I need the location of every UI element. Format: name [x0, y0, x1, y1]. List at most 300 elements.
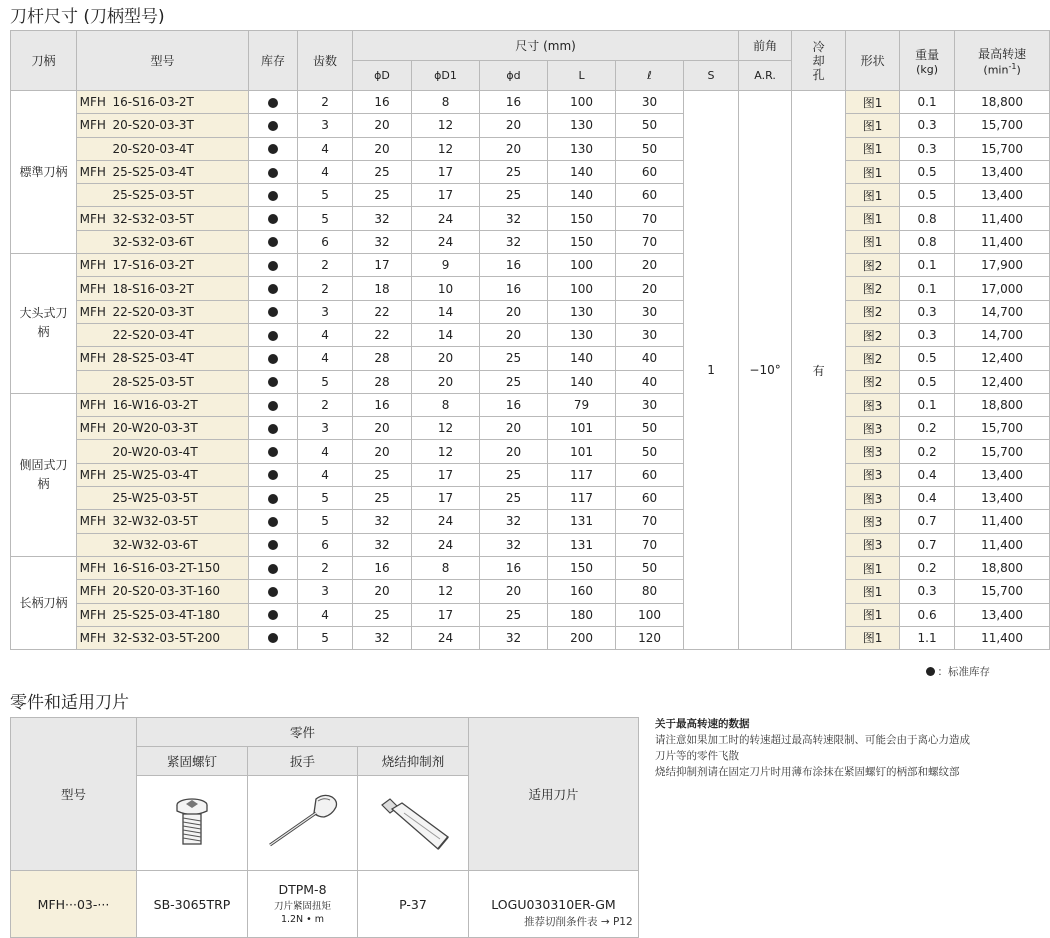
shape-cell: 图2 — [846, 300, 900, 323]
ell-cell: 60 — [616, 160, 684, 183]
table-row — [11, 160, 1050, 183]
group-label: 长柄刀柄 — [11, 556, 77, 649]
model-code: 25-S25-03-5T — [109, 184, 249, 207]
L-cell: 101 — [548, 440, 616, 463]
stock-cell — [249, 510, 298, 533]
header-shape: 形状 — [846, 31, 900, 91]
model-prefix — [77, 440, 109, 463]
coolant-value: 有 — [792, 91, 846, 650]
phid-cell: 32 — [480, 533, 548, 556]
ell-cell: 40 — [616, 370, 684, 393]
table-row — [11, 277, 1050, 300]
stock-cell — [249, 184, 298, 207]
L-cell: 130 — [548, 114, 616, 137]
phid-cell: 20 — [480, 137, 548, 160]
phid-cell: 20 — [480, 300, 548, 323]
weight-cell: 0.3 — [900, 114, 955, 137]
header-ar: A.R. — [739, 61, 792, 91]
phiD1-cell: 24 — [412, 510, 480, 533]
L-cell: 117 — [548, 463, 616, 486]
phid-cell: 32 — [480, 626, 548, 649]
stock-cell — [249, 603, 298, 626]
phiD1-cell: 24 — [412, 207, 480, 230]
parts-table — [10, 717, 639, 938]
weight-cell: 0.4 — [900, 487, 955, 510]
table-row — [11, 91, 1050, 114]
max-speed-cell: 11,400 — [955, 510, 1050, 533]
teeth-cell: 5 — [298, 487, 353, 510]
stock-cell — [249, 254, 298, 277]
ell-cell: 30 — [616, 393, 684, 416]
teeth-cell: 6 — [298, 533, 353, 556]
phiD-cell: 16 — [353, 91, 412, 114]
teeth-cell: 5 — [298, 370, 353, 393]
stock-dot-icon — [268, 354, 278, 364]
phiD-cell: 25 — [353, 487, 412, 510]
model-prefix: MFH — [77, 580, 109, 603]
model-prefix: MFH — [77, 114, 109, 137]
header-phid: ϕd — [480, 61, 548, 91]
table-row — [11, 556, 1050, 579]
shape-cell: 图1 — [846, 91, 900, 114]
model-prefix: MFH — [77, 626, 109, 649]
phid-cell: 25 — [480, 463, 548, 486]
model-prefix: MFH — [77, 91, 109, 114]
L-cell: 100 — [548, 277, 616, 300]
speed-notes-line2: 刀片等的零件飞散 — [655, 750, 739, 762]
table-row — [11, 137, 1050, 160]
phiD1-cell: 10 — [412, 277, 480, 300]
shape-cell: 图2 — [846, 254, 900, 277]
stock-dot-icon — [268, 168, 278, 178]
stock-dot-icon — [268, 447, 278, 457]
shape-cell: 图2 — [846, 370, 900, 393]
stock-dot-icon — [268, 401, 278, 411]
max-speed-cell: 18,800 — [955, 91, 1050, 114]
model-code: 16-S16-03-2T-150 — [109, 556, 249, 579]
teeth-cell: 4 — [298, 323, 353, 346]
weight-cell: 0.3 — [900, 580, 955, 603]
phiD-cell: 28 — [353, 347, 412, 370]
stock-dot-icon — [268, 424, 278, 434]
max-speed-cell: 13,400 — [955, 487, 1050, 510]
model-code: 20-W20-03-4T — [109, 440, 249, 463]
phid-cell: 25 — [480, 347, 548, 370]
phiD1-cell: 8 — [412, 91, 480, 114]
phiD1-cell: 17 — [412, 184, 480, 207]
max-speed-cell: 18,800 — [955, 393, 1050, 416]
tube-icon — [368, 791, 458, 853]
model-code: 32-S32-03-6T — [109, 230, 249, 253]
phiD-cell: 18 — [353, 277, 412, 300]
screw-icon — [172, 796, 212, 848]
screw-image-cell — [137, 776, 248, 871]
speed-notes — [655, 716, 995, 780]
model-code: 22-S20-03-4T — [109, 323, 249, 346]
teeth-cell: 6 — [298, 230, 353, 253]
max-speed-cell: 17,000 — [955, 277, 1050, 300]
L-cell: 150 — [548, 556, 616, 579]
table-row — [11, 440, 1050, 463]
model-prefix: MFH — [77, 393, 109, 416]
teeth-cell: 4 — [298, 463, 353, 486]
ell-cell: 20 — [616, 277, 684, 300]
model-prefix: MFH — [77, 254, 109, 277]
weight-cell: 0.1 — [900, 254, 955, 277]
L-cell: 140 — [548, 370, 616, 393]
stock-cell — [249, 533, 298, 556]
L-cell: 180 — [548, 603, 616, 626]
phid-cell: 20 — [480, 440, 548, 463]
stock-dot-icon — [268, 610, 278, 620]
teeth-cell: 3 — [298, 417, 353, 440]
model-code: 32-S32-03-5T — [109, 207, 249, 230]
teeth-cell: 4 — [298, 137, 353, 160]
header-rake: 前角 — [739, 31, 792, 61]
phid-cell: 16 — [480, 254, 548, 277]
header-dimensions: 尺寸 (mm) — [353, 31, 739, 61]
parts-header-model: 型号 — [11, 718, 137, 871]
table-row — [11, 417, 1050, 440]
ell-cell: 70 — [616, 533, 684, 556]
model-code: 18-S16-03-2T — [109, 277, 249, 300]
weight-cell: 0.8 — [900, 230, 955, 253]
phiD-cell: 32 — [353, 230, 412, 253]
shape-cell: 图3 — [846, 487, 900, 510]
stock-dot-icon — [268, 121, 278, 131]
shape-cell: 图1 — [846, 184, 900, 207]
L-cell: 130 — [548, 323, 616, 346]
stock-cell — [249, 114, 298, 137]
phiD-cell: 25 — [353, 184, 412, 207]
max-speed-cell: 14,700 — [955, 300, 1050, 323]
ell-cell: 50 — [616, 137, 684, 160]
phiD1-cell: 17 — [412, 603, 480, 626]
L-cell: 131 — [548, 510, 616, 533]
table-row — [11, 323, 1050, 346]
teeth-cell: 5 — [298, 184, 353, 207]
stock-cell — [249, 300, 298, 323]
max-speed-cell: 18,800 — [955, 556, 1050, 579]
stock-dot-icon — [926, 667, 935, 676]
weight-cell: 0.6 — [900, 603, 955, 626]
header-holder: 刀柄 — [11, 31, 77, 91]
table-row — [11, 393, 1050, 416]
ell-cell: 70 — [616, 510, 684, 533]
table-row — [11, 533, 1050, 556]
phiD-cell: 32 — [353, 207, 412, 230]
phid-cell: 25 — [480, 184, 548, 207]
model-code: 20-S20-03-4T — [109, 137, 249, 160]
phiD1-cell: 9 — [412, 254, 480, 277]
parts-insert-value: LOGU030310ER-GM — [469, 871, 639, 938]
phiD-cell: 32 — [353, 533, 412, 556]
phiD1-cell: 8 — [412, 393, 480, 416]
shape-cell: 图1 — [846, 580, 900, 603]
model-prefix — [77, 487, 109, 510]
L-cell: 100 — [548, 254, 616, 277]
L-cell: 150 — [548, 230, 616, 253]
teeth-cell: 2 — [298, 254, 353, 277]
shape-cell: 图1 — [846, 556, 900, 579]
ell-cell: 60 — [616, 487, 684, 510]
stock-dot-icon — [268, 261, 278, 271]
ell-cell: 70 — [616, 207, 684, 230]
stock-cell — [249, 626, 298, 649]
teeth-cell: 2 — [298, 277, 353, 300]
max-speed-cell: 13,400 — [955, 160, 1050, 183]
stock-cell — [249, 463, 298, 486]
L-cell: 130 — [548, 300, 616, 323]
phid-cell: 16 — [480, 556, 548, 579]
teeth-cell: 4 — [298, 160, 353, 183]
weight-cell: 0.1 — [900, 91, 955, 114]
header-weight: 重量 (kg) — [900, 31, 955, 91]
teeth-cell: 3 — [298, 300, 353, 323]
weight-cell: 0.2 — [900, 556, 955, 579]
parts-screw-value: SB-3065TRP — [137, 871, 248, 938]
stock-legend: ：标准库存 — [926, 664, 991, 679]
phiD1-cell: 17 — [412, 487, 480, 510]
phid-cell: 32 — [480, 207, 548, 230]
compound-image-cell — [358, 776, 469, 871]
phiD1-cell: 17 — [412, 160, 480, 183]
max-speed-cell: 17,900 — [955, 254, 1050, 277]
max-speed-cell: 13,400 — [955, 463, 1050, 486]
ell-cell: 120 — [616, 626, 684, 649]
weight-cell: 0.7 — [900, 510, 955, 533]
table-row — [11, 603, 1050, 626]
parts-wrench-value: DTPM-8 刀片紧固扭矩 1.2N • m — [248, 871, 358, 938]
model-code: 28-S25-03-5T — [109, 370, 249, 393]
weight-cell: 0.8 — [900, 207, 955, 230]
model-prefix: MFH — [77, 556, 109, 579]
max-speed-cell: 11,400 — [955, 626, 1050, 649]
teeth-cell: 4 — [298, 347, 353, 370]
weight-cell: 0.5 — [900, 370, 955, 393]
phiD1-cell: 12 — [412, 114, 480, 137]
phiD-cell: 20 — [353, 440, 412, 463]
table-row — [11, 463, 1050, 486]
stock-dot-icon — [268, 633, 278, 643]
phid-cell: 25 — [480, 603, 548, 626]
ar-value: −10° — [739, 91, 792, 650]
weight-cell: 0.3 — [900, 137, 955, 160]
model-code: 25-W25-03-5T — [109, 487, 249, 510]
parts-header-parts: 零件 — [137, 718, 469, 747]
ell-cell: 40 — [616, 347, 684, 370]
phiD1-cell: 8 — [412, 556, 480, 579]
ell-cell: 50 — [616, 440, 684, 463]
stock-cell — [249, 370, 298, 393]
phiD-cell: 22 — [353, 323, 412, 346]
phiD1-cell: 12 — [412, 417, 480, 440]
shape-cell: 图3 — [846, 533, 900, 556]
phid-cell: 16 — [480, 277, 548, 300]
L-cell: 160 — [548, 580, 616, 603]
model-code: 32-W32-03-6T — [109, 533, 249, 556]
ell-cell: 60 — [616, 184, 684, 207]
phiD1-cell: 12 — [412, 137, 480, 160]
speed-notes-line3: 烧结抑制剂请在固定刀片时用薄布涂抹在紧固螺钉的柄部和螺纹部 — [655, 766, 960, 778]
shape-cell: 图1 — [846, 114, 900, 137]
phid-cell: 16 — [480, 393, 548, 416]
phiD-cell: 25 — [353, 463, 412, 486]
max-speed-cell: 15,700 — [955, 580, 1050, 603]
model-prefix — [77, 137, 109, 160]
shape-cell: 图2 — [846, 323, 900, 346]
model-code: 20-S20-03-3T-160 — [109, 580, 249, 603]
phiD1-cell: 20 — [412, 370, 480, 393]
shape-cell: 图1 — [846, 160, 900, 183]
phiD-cell: 16 — [353, 556, 412, 579]
stock-cell — [249, 277, 298, 300]
phid-cell: 20 — [480, 114, 548, 137]
shape-cell: 图3 — [846, 510, 900, 533]
teeth-cell: 5 — [298, 207, 353, 230]
model-code: 17-S16-03-2T — [109, 254, 249, 277]
model-prefix — [77, 533, 109, 556]
speed-notes-line1: 请注意如果加工时的转速超过最高转速限制、可能会由于离心力造成 — [655, 734, 970, 746]
phiD-cell: 22 — [353, 300, 412, 323]
table-row — [11, 207, 1050, 230]
table-row — [11, 114, 1050, 137]
cutting-conditions-reference: 推荐切削条件表 → P12 — [524, 916, 633, 928]
phiD1-cell: 17 — [412, 463, 480, 486]
model-code: 25-S25-03-4T-180 — [109, 603, 249, 626]
teeth-cell: 2 — [298, 91, 353, 114]
parts-model-value: MFH···03-··· — [11, 871, 137, 938]
ell-cell: 100 — [616, 603, 684, 626]
stock-cell — [249, 323, 298, 346]
model-code: 20-S20-03-3T — [109, 114, 249, 137]
phiD1-cell: 12 — [412, 440, 480, 463]
L-cell: 131 — [548, 533, 616, 556]
weight-cell: 0.1 — [900, 277, 955, 300]
stock-dot-icon — [268, 191, 278, 201]
model-code: 25-S25-03-4T — [109, 160, 249, 183]
phiD-cell: 28 — [353, 370, 412, 393]
max-speed-cell: 11,400 — [955, 207, 1050, 230]
weight-cell: 0.5 — [900, 160, 955, 183]
L-cell: 150 — [548, 207, 616, 230]
table-row — [11, 230, 1050, 253]
max-speed-cell: 12,400 — [955, 370, 1050, 393]
speed-notes-title: 关于最高转速的数据 — [655, 718, 750, 730]
parts-header-compound: 烧结抑制剂 — [358, 747, 469, 776]
table-row — [11, 580, 1050, 603]
table-row — [11, 626, 1050, 649]
L-cell: 140 — [548, 347, 616, 370]
L-cell: 117 — [548, 487, 616, 510]
shape-cell: 图1 — [846, 137, 900, 160]
model-prefix: MFH — [77, 510, 109, 533]
ell-cell: 50 — [616, 556, 684, 579]
S-value: 1 — [684, 91, 739, 650]
max-speed-cell: 13,400 — [955, 184, 1050, 207]
model-prefix: MFH — [77, 207, 109, 230]
parts-compound-value: P-37 — [358, 871, 469, 938]
ell-cell: 30 — [616, 300, 684, 323]
table-row — [11, 370, 1050, 393]
phiD1-cell: 14 — [412, 300, 480, 323]
table-row — [11, 347, 1050, 370]
teeth-cell: 3 — [298, 114, 353, 137]
weight-cell: 0.5 — [900, 184, 955, 207]
shape-cell: 图1 — [846, 230, 900, 253]
model-prefix: MFH — [77, 603, 109, 626]
phiD-cell: 20 — [353, 580, 412, 603]
model-prefix: MFH — [77, 417, 109, 440]
L-cell: 130 — [548, 137, 616, 160]
holder-dimensions-body — [11, 91, 1050, 650]
stock-dot-icon — [268, 470, 278, 480]
header-phiD1: ϕD1 — [412, 61, 480, 91]
weight-cell: 0.3 — [900, 323, 955, 346]
header-ell: ℓ — [616, 61, 684, 91]
phiD1-cell: 24 — [412, 626, 480, 649]
shape-cell: 图1 — [846, 207, 900, 230]
stock-cell — [249, 487, 298, 510]
model-code: 25-W25-03-4T — [109, 463, 249, 486]
teeth-cell: 2 — [298, 393, 353, 416]
stock-cell — [249, 440, 298, 463]
model-prefix — [77, 323, 109, 346]
stock-dot-icon — [268, 564, 278, 574]
max-speed-cell: 12,400 — [955, 347, 1050, 370]
ell-cell: 30 — [616, 323, 684, 346]
teeth-cell: 5 — [298, 626, 353, 649]
header-teeth: 齿数 — [298, 31, 353, 91]
model-prefix: MFH — [77, 300, 109, 323]
weight-cell: 0.2 — [900, 440, 955, 463]
model-code: 22-S20-03-3T — [109, 300, 249, 323]
stock-cell — [249, 393, 298, 416]
model-code: 32-W32-03-5T — [109, 510, 249, 533]
teeth-cell: 2 — [298, 556, 353, 579]
weight-cell: 0.7 — [900, 533, 955, 556]
stock-cell — [249, 347, 298, 370]
stock-cell — [249, 207, 298, 230]
model-prefix: MFH — [77, 347, 109, 370]
table-row — [11, 487, 1050, 510]
phid-cell: 25 — [480, 370, 548, 393]
model-prefix — [77, 184, 109, 207]
header-S: S — [684, 61, 739, 91]
stock-dot-icon — [268, 284, 278, 294]
phiD-cell: 20 — [353, 417, 412, 440]
phiD-cell: 20 — [353, 137, 412, 160]
max-speed-cell: 14,700 — [955, 323, 1050, 346]
stock-cell — [249, 160, 298, 183]
phid-cell: 20 — [480, 323, 548, 346]
table-row — [11, 510, 1050, 533]
phiD1-cell: 14 — [412, 323, 480, 346]
phiD-cell: 32 — [353, 626, 412, 649]
phiD-cell: 25 — [353, 160, 412, 183]
header-stock: 库存 — [249, 31, 298, 91]
group-label: 標準刀柄 — [11, 91, 77, 254]
parts-header-screw: 紧固螺钉 — [137, 747, 248, 776]
stock-dot-icon — [268, 98, 278, 108]
phiD-cell: 16 — [353, 393, 412, 416]
phid-cell: 25 — [480, 160, 548, 183]
shape-cell: 图2 — [846, 277, 900, 300]
phiD1-cell: 20 — [412, 347, 480, 370]
phiD1-cell: 24 — [412, 230, 480, 253]
stock-dot-icon — [268, 517, 278, 527]
model-code: 20-W20-03-3T — [109, 417, 249, 440]
